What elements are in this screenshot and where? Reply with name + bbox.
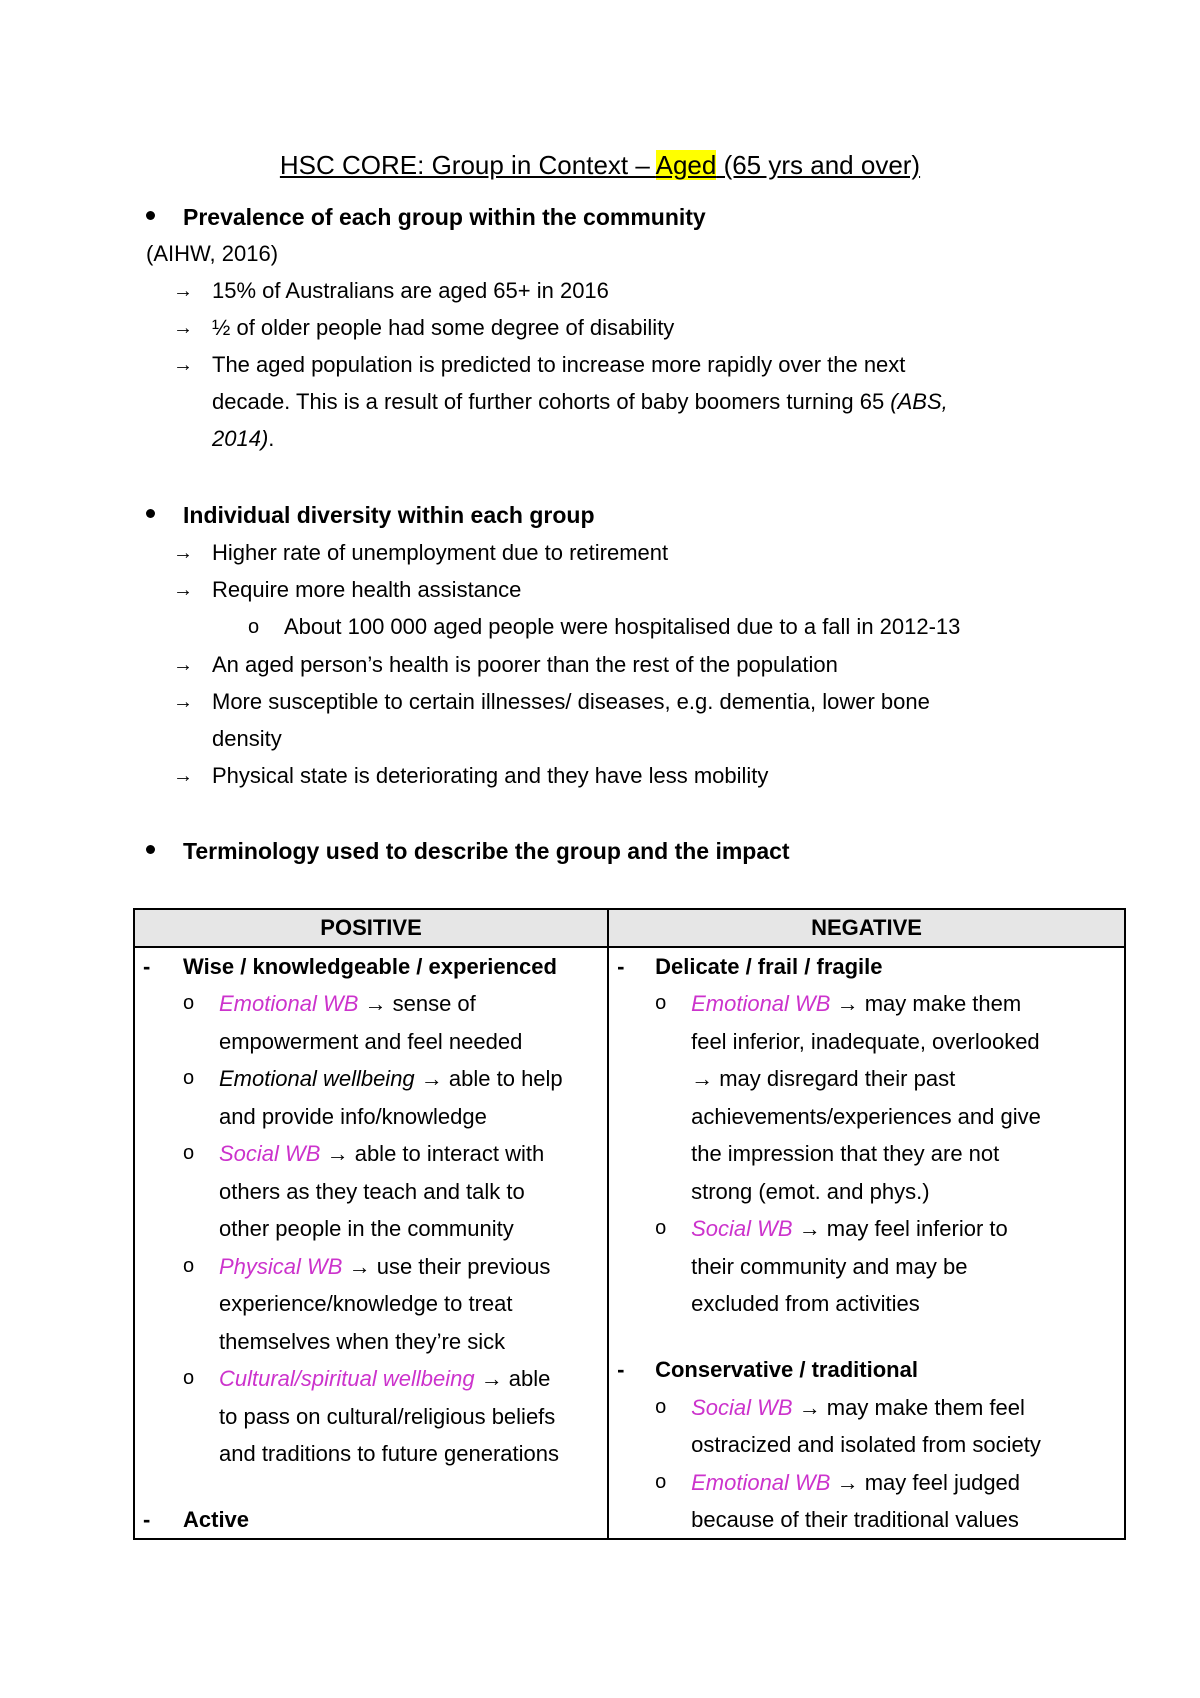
impact-item-continuation: and provide info/knowledge <box>219 1104 487 1129</box>
title-prefix: HSC CORE: Group in Context – <box>279 150 656 180</box>
column-header-negative: NEGATIVE <box>608 909 1125 947</box>
arrow-icon: → <box>173 765 193 787</box>
arrow-icon: → <box>173 317 193 339</box>
impact-item: Social WB → may make them feel <box>691 1395 1025 1420</box>
positive-cell <box>134 947 608 1539</box>
section-heading-prevalence: Prevalence of each group within the community <box>146 202 706 232</box>
term-heading: Active <box>183 1507 250 1532</box>
impact-item: Social WB → able to interact with <box>219 1141 545 1166</box>
circle-bullet-icon: o <box>655 992 667 1014</box>
impact-item: Emotional WB → may feel judged <box>691 1470 1021 1495</box>
circle-bullet-icon: o <box>248 616 260 638</box>
title-highlight: Aged <box>655 150 717 180</box>
impact-item-continuation: empowerment and feel needed <box>219 1029 523 1054</box>
list-item: More susceptible to certain illnesses/ diseases, e.g. dementia, lower bone <box>212 689 930 714</box>
circle-bullet-icon: o <box>183 1367 195 1389</box>
impact-item-continuation: their community and may be <box>691 1254 968 1279</box>
impact-item: Emotional WB → may make them <box>691 991 1022 1016</box>
list-item: An aged person’s health is poorer than the rest of the population <box>212 652 838 677</box>
section-heading-diversity: Individual diversity within each group <box>146 500 595 530</box>
impact-item: Emotional WB → sense of <box>219 991 476 1016</box>
list-item-continuation: 2014). <box>212 426 275 451</box>
circle-bullet-icon: o <box>183 1255 195 1277</box>
impact-item: Social WB → may feel inferior to <box>691 1216 1008 1241</box>
list-item: 15% of Australians are aged 65+ in 2016 <box>212 278 609 303</box>
title-suffix: (65 yrs and over) <box>716 150 921 180</box>
bullet-dot-icon <box>146 845 155 854</box>
table-row <box>134 947 1125 1539</box>
list-item-continuation: decade. This is a result of further cohorts of baby boomers turning 65 (ABS, <box>212 389 948 414</box>
negative-cell <box>608 947 1125 1539</box>
impact-item-continuation: because of their traditional values <box>691 1507 1019 1532</box>
impact-item-continuation: themselves when they’re sick <box>219 1329 506 1354</box>
arrow-icon: → <box>173 654 193 676</box>
impact-item-continuation: → may disregard their past <box>691 1066 956 1091</box>
bullet-dot-icon <box>146 211 155 220</box>
impact-item: Emotional wellbeing → able to help <box>219 1066 563 1091</box>
impact-item-continuation: to pass on cultural/religious beliefs <box>219 1404 556 1429</box>
sub-list-item: About 100 000 aged people were hospitalised due to a fall in 2012-13 <box>284 614 961 639</box>
impact-item-continuation: strong (emot. and phys.) <box>691 1179 930 1204</box>
arrow-icon: → <box>173 579 193 601</box>
dash-bullet-icon: - <box>143 1507 151 1532</box>
circle-bullet-icon: o <box>655 1396 667 1418</box>
dash-bullet-icon: - <box>143 954 151 979</box>
impact-item-continuation: feel inferior, inadequate, overlooked <box>691 1029 1040 1054</box>
impact-item-continuation: and traditions to future generations <box>219 1441 560 1466</box>
bullet-dot-icon <box>146 509 155 518</box>
dash-bullet-icon: - <box>617 954 625 979</box>
circle-bullet-icon: o <box>655 1217 667 1239</box>
list-item: ½ of older people had some degree of disability <box>212 315 675 340</box>
impact-item-continuation: achievements/experiences and give <box>691 1104 1041 1129</box>
column-header-positive: POSITIVE <box>134 909 608 947</box>
list-item: Physical state is deteriorating and they have less mobility <box>212 763 769 788</box>
arrow-icon: → <box>173 280 193 302</box>
impact-item-continuation: other people in the community <box>219 1216 514 1241</box>
term-heading: Delicate / frail / fragile <box>655 954 883 979</box>
list-item: The aged population is predicted to increase more rapidly over the next <box>212 352 906 377</box>
arrow-icon: → <box>173 354 193 376</box>
circle-bullet-icon: o <box>655 1471 667 1493</box>
arrow-icon: → <box>173 542 193 564</box>
arrow-icon: → <box>173 691 193 713</box>
source-citation: (AIHW, 2016) <box>146 241 279 266</box>
impact-item-continuation: the impression that they are not <box>691 1141 1000 1166</box>
dash-bullet-icon: - <box>617 1357 625 1382</box>
circle-bullet-icon: o <box>183 1067 195 1089</box>
circle-bullet-icon: o <box>183 992 195 1014</box>
table-header-row <box>134 909 1125 947</box>
impact-item: Cultural/spiritual wellbeing → able <box>219 1366 551 1391</box>
term-heading: Wise / knowledgeable / experienced <box>183 954 557 979</box>
list-item: Require more health assistance <box>212 577 522 602</box>
impact-item-continuation: experience/knowledge to treat <box>219 1291 513 1316</box>
list-item: Higher rate of unemployment due to retirement <box>212 540 669 565</box>
list-item-continuation: density <box>212 726 282 751</box>
impact-item-continuation: others as they teach and talk to <box>219 1179 525 1204</box>
impact-item-continuation: excluded from activities <box>691 1291 920 1316</box>
impact-item-continuation: ostracized and isolated from society <box>691 1432 1041 1457</box>
section-heading-terminology: Terminology used to describe the group and the impact <box>146 836 790 866</box>
term-heading: Conservative / traditional <box>655 1357 918 1382</box>
page-title <box>0 148 1200 182</box>
circle-bullet-icon: o <box>183 1142 195 1164</box>
impact-item: Physical WB → use their previous <box>219 1254 551 1279</box>
terminology-table <box>133 908 1126 1540</box>
